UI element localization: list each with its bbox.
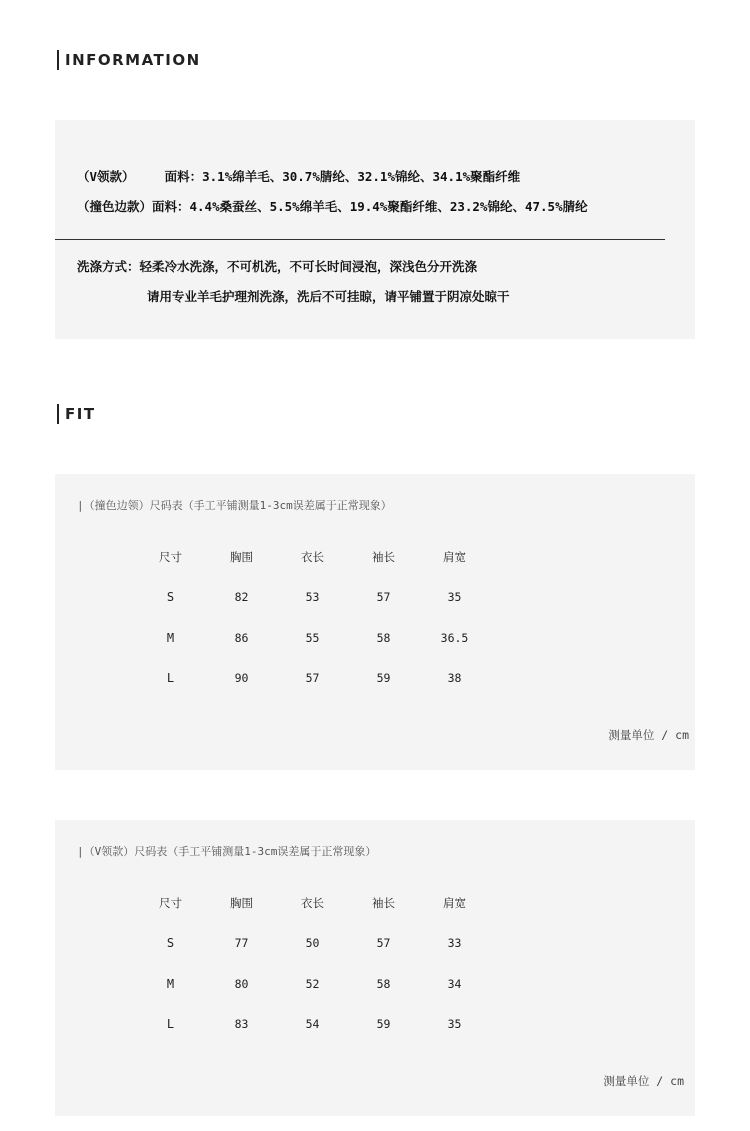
size-chart-contrast-panel	[55, 474, 695, 770]
header-sleeve: 袖长	[372, 896, 395, 910]
table-header-row	[135, 883, 490, 923]
table-row	[135, 923, 490, 964]
size-chart-caption: |（撞色边领）尺码表（手工平铺测量1-3cm误差属于正常现象）	[77, 499, 392, 512]
cell-sleeve: 58	[376, 976, 391, 991]
measurement-unit: 测量单位 / cm	[603, 1074, 684, 1088]
cell-shoulder: 38	[447, 671, 462, 686]
cell-sleeve: 57	[376, 936, 391, 951]
cell-shoulder: 35	[447, 1017, 462, 1032]
information-panel	[55, 120, 695, 339]
cell-length: 57	[305, 671, 320, 686]
cell-size: S	[166, 936, 175, 951]
cell-shoulder: 33	[447, 936, 462, 951]
size-chart-table	[135, 883, 490, 1045]
cell-size: S	[166, 590, 175, 605]
fabric-v-neck: （V领款） 面料：3.1%绵羊毛、30.7%腈纶、32.1%锦纶、34.1%聚酯纤维	[77, 169, 521, 184]
table-row	[135, 964, 490, 1005]
cell-length: 53	[305, 590, 320, 605]
cell-sleeve: 59	[376, 1017, 391, 1032]
fit-title: FIT	[57, 404, 96, 424]
header-chest: 胸围	[230, 550, 253, 564]
header-length: 衣长	[301, 896, 324, 910]
fabric-contrast-edge: （撞色边款）面料：4.4%桑蚕丝、5.5%绵羊毛、19.4%聚酯纤维、23.2%锦纶、47.5%腈纶	[77, 199, 588, 214]
table-row	[135, 1004, 490, 1045]
cell-chest: 86	[234, 630, 249, 645]
size-chart-table	[135, 537, 490, 699]
cell-length: 52	[305, 976, 320, 991]
cell-chest: 77	[234, 936, 249, 951]
header-size: 尺寸	[159, 896, 182, 910]
header-length: 衣长	[301, 550, 324, 564]
header-chest: 胸围	[230, 896, 253, 910]
cell-size: M	[166, 630, 175, 645]
table-row	[135, 577, 490, 618]
cell-shoulder: 34	[447, 976, 462, 991]
information-title: INFORMATION	[57, 50, 201, 70]
cell-sleeve: 57	[376, 590, 391, 605]
cell-length: 50	[305, 936, 320, 951]
wash-instructions-line2: 请用专业羊毛护理剂洗涤，洗后不可挂晾，请平铺置于阴凉处晾干	[147, 289, 510, 304]
cell-chest: 82	[234, 590, 249, 605]
cell-chest: 80	[234, 976, 249, 991]
cell-shoulder: 36.5	[440, 630, 469, 645]
table-row	[135, 658, 490, 699]
header-shoulder: 肩宽	[443, 550, 466, 564]
cell-chest: 83	[234, 1017, 249, 1032]
cell-length: 55	[305, 630, 320, 645]
cell-length: 54	[305, 1017, 320, 1032]
measurement-unit: 测量单位 / cm	[608, 728, 689, 742]
wash-instructions-line1: 洗涤方式：轻柔冷水洗涤，不可机洗，不可长时间浸泡，深浅色分开洗涤	[77, 259, 478, 274]
size-chart-caption: |（V领款）尺码表（手工平铺测量1-3cm误差属于正常现象）	[77, 845, 377, 858]
cell-size: L	[166, 1017, 175, 1032]
table-row	[135, 618, 490, 659]
header-size: 尺寸	[159, 550, 182, 564]
cell-size: L	[166, 671, 175, 686]
cell-sleeve: 59	[376, 671, 391, 686]
divider-line	[55, 239, 665, 240]
size-chart-v-neck-panel	[55, 820, 695, 1116]
cell-size: M	[166, 976, 175, 991]
cell-sleeve: 58	[376, 630, 391, 645]
header-sleeve: 袖长	[372, 550, 395, 564]
cell-shoulder: 35	[447, 590, 462, 605]
header-shoulder: 肩宽	[443, 896, 466, 910]
cell-chest: 90	[234, 671, 249, 686]
table-header-row	[135, 537, 490, 577]
